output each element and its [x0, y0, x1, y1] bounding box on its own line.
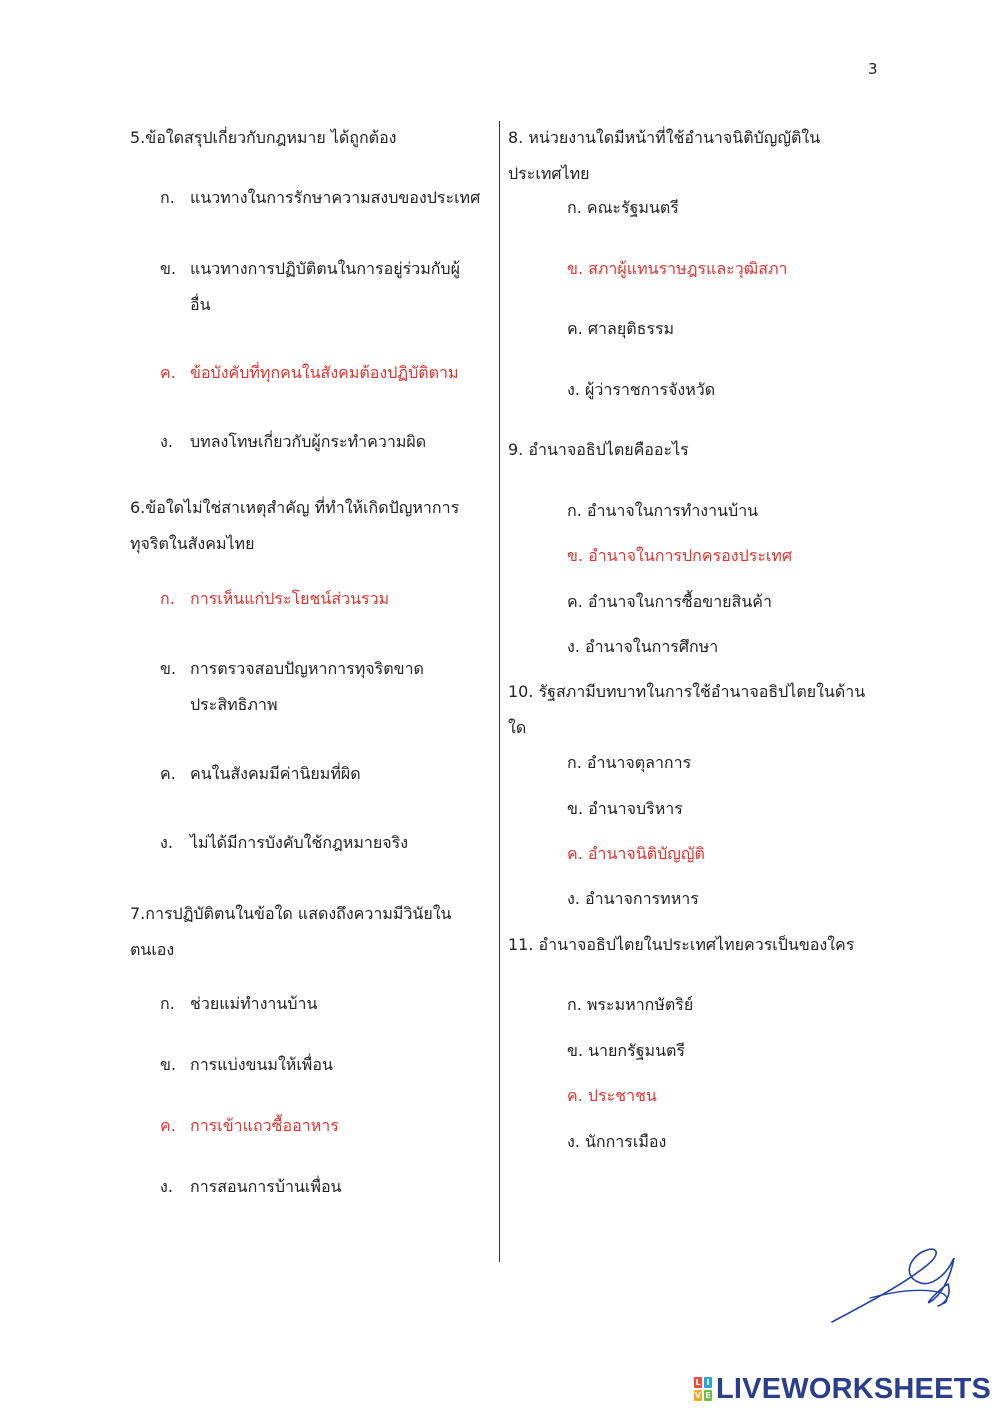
q5-option-d[interactable]	[160, 424, 426, 460]
q6-option-a[interactable]	[160, 581, 389, 617]
logo-icon-letter: V	[694, 1391, 702, 1400]
liveworksheets-wordmark: LIVEWORKSHEETS	[716, 1372, 992, 1405]
option-text: แนวทางในการรักษาความสงบของประเทศ	[190, 188, 481, 207]
q5-option-c[interactable]	[160, 355, 459, 391]
q7-option-d[interactable]	[160, 1169, 341, 1205]
question-9: 9. อำนาจอธิปไตยคืออะไร	[508, 440, 689, 459]
q10-option-c[interactable]: ค. อำนาจนิติบัญญัติ	[567, 844, 705, 863]
option-label: ข.	[160, 1055, 177, 1074]
option-label: ง.	[160, 833, 173, 852]
column-divider	[499, 121, 500, 1262]
q6-option-c[interactable]	[160, 756, 361, 792]
option-text: ข้อบังคับที่ทุกคนในสังคมต้องปฏิบัติตาม	[190, 363, 459, 382]
option-text: การแบ่งขนมให้เพื่อน	[190, 1055, 333, 1074]
option-text: การเข้าแถวซื้ออาหาร	[190, 1116, 339, 1135]
q7-option-b[interactable]	[160, 1047, 333, 1083]
q11-option-c[interactable]: ค. ประชาชน	[567, 1086, 657, 1105]
q8-option-c[interactable]: ค. ศาลยุติธรรม	[567, 319, 675, 338]
logo-icon-letter: I	[704, 1377, 712, 1388]
option-label: ง.	[160, 432, 173, 451]
logo-icon-letter: E	[705, 1391, 711, 1400]
option-label: ค.	[160, 764, 176, 783]
q10-option-b[interactable]: ข. อำนาจบริหาร	[567, 799, 683, 818]
option-label: ก.	[160, 188, 175, 207]
q5-option-b[interactable]	[160, 251, 470, 323]
q7-option-a[interactable]	[160, 986, 317, 1022]
question-6: 6.ข้อใดไม่ใช่สาเหตุสำคัญ ที่ทำให้เกิดปัญหาการทุจริตในสังคมไทย	[130, 498, 460, 553]
option-text: ไม่ได้มีการบังคับใช้กฎหมายจริง	[190, 833, 409, 852]
page-number: 3	[868, 60, 878, 78]
question-5: 5.ข้อใดสรุปเกี่ยวกับกฎหมาย ได้ถูกต้อง	[130, 128, 397, 147]
liveworksheets-logo[interactable]	[694, 1374, 991, 1404]
q6-option-d[interactable]	[160, 825, 408, 861]
q10-option-d[interactable]: ง. อำนาจการทหาร	[567, 889, 699, 908]
q11-option-a[interactable]: ก. พระมหากษัตริย์	[567, 995, 694, 1014]
option-label: ก.	[160, 994, 175, 1013]
q9-option-d[interactable]: ง. อำนาจในการศึกษา	[567, 637, 719, 656]
option-text: การสอนการบ้านเพื่อน	[190, 1177, 342, 1196]
q8-option-a[interactable]: ก. คณะรัฐมนตรี	[567, 198, 679, 217]
q11-option-d[interactable]: ง. นักการเมือง	[567, 1132, 667, 1151]
q10-option-a[interactable]: ก. อำนาจตุลาการ	[567, 753, 692, 772]
option-label: ค.	[160, 1116, 176, 1135]
q6-option-b[interactable]	[160, 651, 450, 723]
question-7: 7.การปฏิบัติตนในข้อใด แสดงถึงความมีวินัยในตนเอง	[130, 904, 452, 959]
option-label: ข.	[160, 259, 177, 278]
option-label: ก.	[160, 589, 175, 608]
q9-option-a[interactable]: ก. อำนาจในการทำงานบ้าน	[567, 501, 759, 520]
question-8: 8. หน่วยงานใดมีหน้าที่ใช้อำนาจนิติบัญญัติในประเทศไทย	[508, 128, 821, 183]
option-text: บทลงโทษเกี่ยวกับผู้กระทำความผิด	[190, 432, 427, 451]
option-text: คนในสังคมมีค่านิยมที่ผิด	[190, 764, 361, 783]
option-text: การเห็นแก่ประโยชน์ส่วนรวม	[190, 589, 390, 608]
option-text: แนวทางการปฏิบัติตนในการอยู่ร่วมกับผู้อื่น	[190, 259, 460, 314]
q8-option-d[interactable]: ง. ผู้ว่าราชการจังหวัด	[567, 380, 716, 399]
q9-option-b[interactable]: ข. อำนาจในการปกครองประเทศ	[567, 546, 793, 565]
q5-option-a[interactable]	[160, 180, 480, 216]
option-label: ง.	[160, 1177, 173, 1196]
q11-option-b[interactable]: ข. นายกรัฐมนตรี	[567, 1041, 685, 1060]
liveworksheets-icon	[694, 1377, 712, 1401]
question-11: 11. อำนาจอธิปไตยในประเทศไทยควรเป็นของใคร	[508, 935, 855, 954]
option-text: ช่วยแม่ทำงานบ้าน	[190, 994, 318, 1013]
option-label: ค.	[160, 363, 176, 382]
question-10: 10. รัฐสภามีบทบาทในการใช้อำนาจอธิปไตยในด้านใด	[508, 682, 866, 737]
option-text: การตรวจสอบปัญหาการทุจริตขาดประสิทธิภาพ	[190, 659, 424, 714]
option-label: ข.	[160, 659, 177, 678]
logo-icon-letter: L	[695, 1378, 701, 1387]
q8-option-b[interactable]: ข. สภาผู้แทนราษฎรและวุฒิสภา	[567, 259, 788, 278]
q9-option-c[interactable]: ค. อำนาจในการซื้อขายสินค้า	[567, 592, 772, 611]
signature	[826, 1240, 966, 1332]
q7-option-c[interactable]	[160, 1108, 339, 1144]
